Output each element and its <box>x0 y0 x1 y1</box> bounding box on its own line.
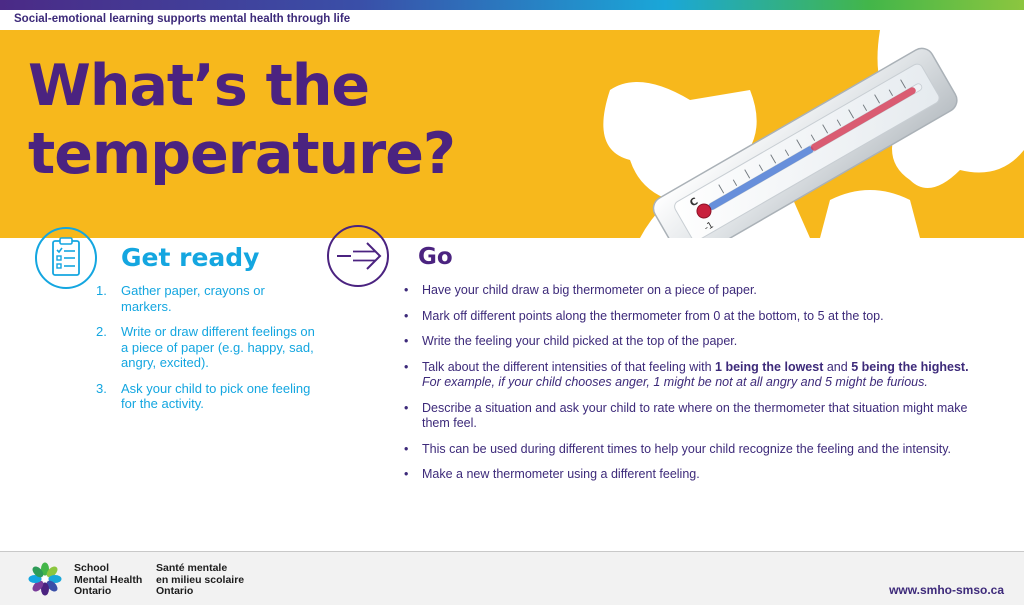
bullet: • <box>404 308 409 323</box>
title-line-1: What’s the <box>28 53 370 119</box>
list-item-text: Describe a situation and ask your child to rate where on the thermometer that situation might make them feel. <box>422 400 968 430</box>
list-item <box>404 467 984 483</box>
get-ready-list <box>96 283 316 422</box>
go-list <box>404 283 984 493</box>
list-item-text: Have your child draw a big thermometer on a piece of paper. <box>422 283 757 297</box>
footer <box>0 552 1024 605</box>
top-gradient-bar <box>0 0 1024 10</box>
go-heading: Go <box>418 244 453 270</box>
list-item <box>404 442 984 458</box>
title-line-2: temperature? <box>28 121 455 187</box>
get-ready-heading: Get ready <box>121 243 260 272</box>
bullet: • <box>404 467 409 481</box>
list-item <box>404 309 984 325</box>
smho-flower-logo-icon <box>28 562 62 596</box>
bold-segment-highest: 5 being the highest. <box>851 359 969 374</box>
italic-example: For example, if your child chooses anger, 1 might be not at all angry and 5 might be furious. <box>422 375 928 389</box>
list-item-number: 3. <box>96 380 107 396</box>
footer-org-name-fr <box>156 563 244 598</box>
bullet: • <box>404 283 409 297</box>
list-item <box>404 401 984 432</box>
text-segment: Talk about the different intensities of that feeling with <box>422 359 716 374</box>
thermometer-bottom-label: -1 <box>702 220 716 234</box>
list-item-text: Ask your child to pick one feeling for the activity. <box>121 380 311 411</box>
org-en-line: Mental Health <box>74 573 143 586</box>
list-item <box>404 360 984 391</box>
org-en-line: Ontario <box>74 585 112 597</box>
list-item-text: Mark off different points along the thermometer from 0 at the bottom, to 5 at the top. <box>422 308 884 323</box>
silhouette-shape-bottom <box>820 190 920 238</box>
page-title <box>28 52 455 188</box>
footer-website-url: www.smho-smso.ca <box>889 583 1004 597</box>
bold-segment-lowest: 1 being the lowest <box>715 359 824 374</box>
hero-banner <box>0 30 1024 238</box>
list-item-text: This can be used during different times to help your child recognize the feeling and the intensity. <box>422 441 952 456</box>
list-item-text: Make a new thermometer using a different feeling. <box>422 467 700 481</box>
list-item-text: Gather paper, crayons or markers. <box>121 283 265 314</box>
clipboard-checklist-icon <box>27 225 105 291</box>
footer-org-name-en <box>74 563 142 598</box>
thermometer-c-label: C <box>688 196 701 210</box>
list-item-number: 2. <box>96 324 107 339</box>
list-item-text <box>422 360 984 391</box>
list-item <box>404 283 984 299</box>
header-tagline: Social-emotional learning supports mental health through life <box>14 13 351 25</box>
list-item <box>96 324 316 371</box>
org-en-line: School <box>74 562 110 574</box>
bullet: • <box>404 400 409 415</box>
list-item <box>96 381 316 412</box>
bullet: • <box>404 359 409 374</box>
bullet: • <box>404 334 409 348</box>
thermometer-image <box>580 30 1024 238</box>
list-item-text: Write the feeling your child picked at the top of the paper. <box>422 334 738 348</box>
list-item-text: Write or draw different feelings on a piece of paper (e.g. happy, sad, angry, excited). <box>121 324 315 370</box>
bullet: • <box>404 441 409 456</box>
list-item <box>96 283 316 314</box>
org-fr-line: Santé mentale <box>156 562 228 574</box>
list-item <box>404 334 984 350</box>
text-segment: and <box>823 359 852 374</box>
arrow-right-icon <box>325 223 391 289</box>
org-fr-line: Ontario <box>156 585 194 597</box>
list-item-number: 1. <box>96 283 107 298</box>
org-fr-line: en milieu scolaire <box>156 573 245 586</box>
